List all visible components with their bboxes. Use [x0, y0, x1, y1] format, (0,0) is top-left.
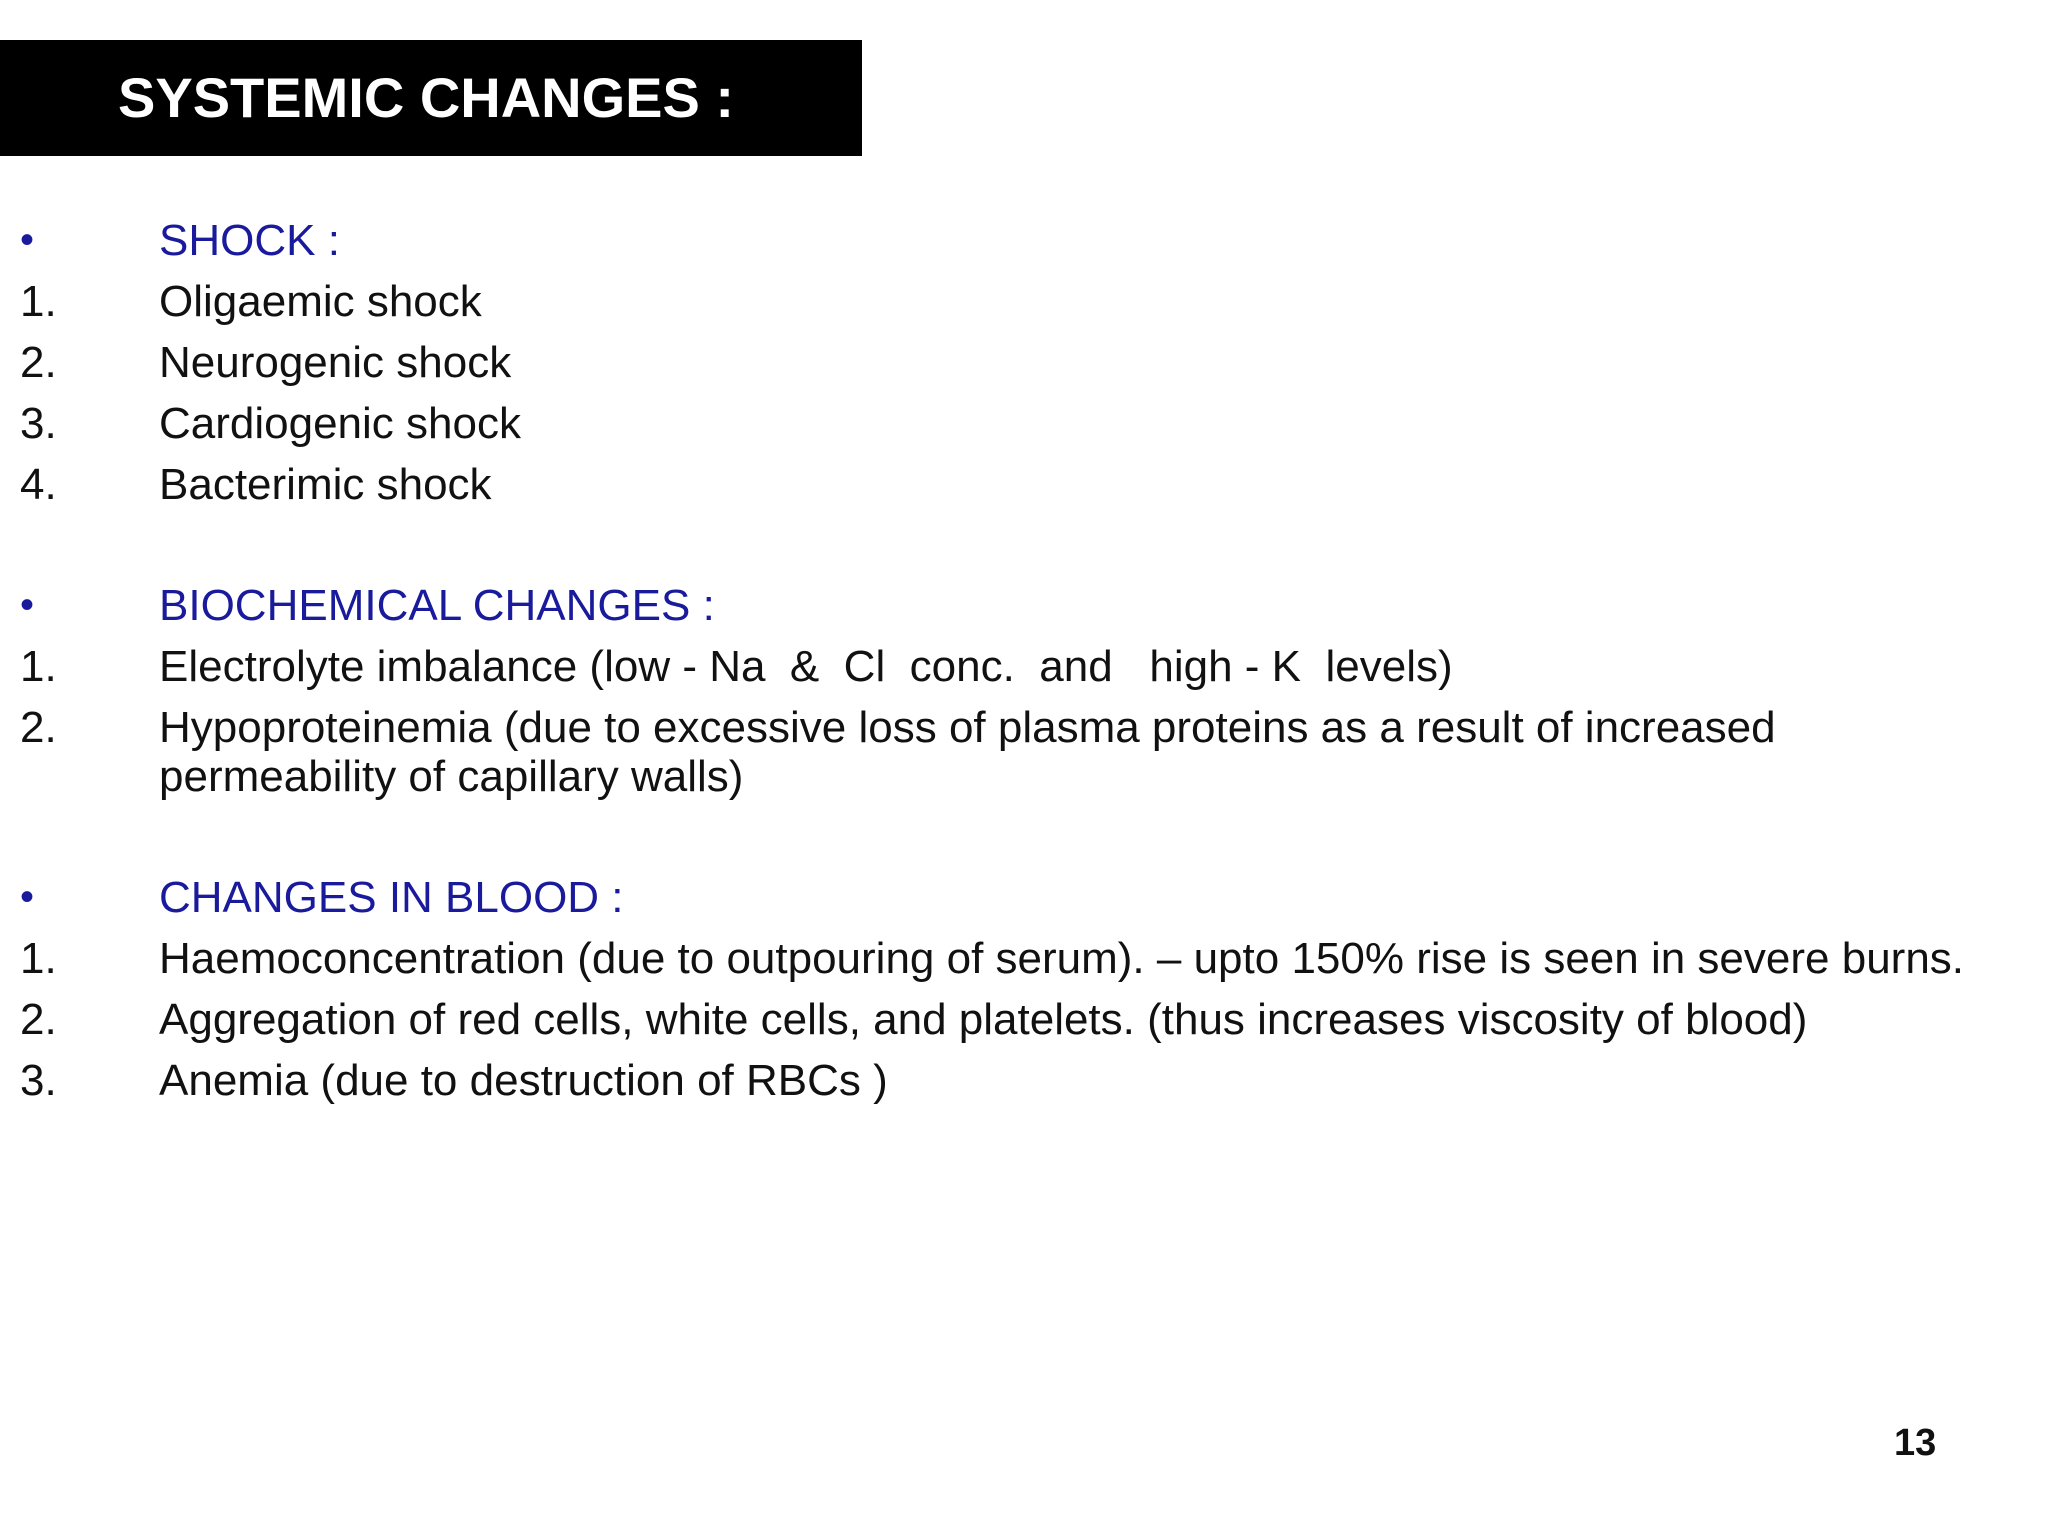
list-item-text: Electrolyte imbalance (low - Na & Cl conc. and high - K levels) [159, 642, 1453, 691]
list-item [0, 393, 2048, 454]
section-shock [0, 210, 2048, 515]
slide-content [0, 210, 2048, 1111]
section-heading-row [0, 210, 2048, 271]
list-item-text: Anemia (due to destruction of RBCs ) [159, 1056, 888, 1105]
list-item-text: Bacterimic shock [159, 460, 492, 509]
list-item-text: Cardiogenic shock [159, 399, 521, 448]
list-item-text: Neurogenic shock [159, 338, 512, 387]
list-item [0, 636, 2048, 697]
slide-title: SYSTEMIC CHANGES : [118, 66, 735, 129]
list-item-text: Oligaemic shock [159, 277, 482, 326]
section-heading: CHANGES IN BLOOD : [159, 873, 624, 922]
list-number: 2. [20, 703, 57, 752]
list-number: 1. [20, 642, 57, 691]
section-heading: SHOCK : [159, 216, 340, 265]
list-item [0, 332, 2048, 393]
list-item [0, 989, 2048, 1050]
list-item-text: Haemoconcentration (due to outpouring of serum). – upto 150% rise is seen in severe burns. [159, 934, 1965, 983]
list-item-text: Hypoproteinemia (due to excessive loss of plasma proteins as a result of increased permeability of capillary walls) [159, 703, 1776, 801]
list-item [0, 928, 2048, 989]
list-item-text: Aggregation of red cells, white cells, and platelets. (thus increases viscosity of blood) [159, 995, 1808, 1044]
section-heading: BIOCHEMICAL CHANGES : [159, 581, 715, 630]
list-number: 1. [20, 277, 57, 326]
list-number: 4. [20, 460, 57, 509]
list-item [0, 454, 2048, 515]
list-item [0, 271, 2048, 332]
list-number: 3. [20, 1056, 57, 1105]
page-number: 13 [1894, 1422, 1937, 1464]
list-number: 1. [20, 934, 57, 983]
list-number: 2. [20, 338, 57, 387]
section-changes-in-blood [0, 867, 2048, 1111]
list-number: 2. [20, 995, 57, 1044]
title-bar [0, 40, 862, 156]
list-item [0, 697, 2048, 807]
bullet-icon: • [20, 875, 35, 919]
section-heading-row [0, 575, 2048, 636]
bullet-icon: • [20, 218, 35, 262]
bullet-icon: • [20, 583, 35, 627]
section-heading-row [0, 867, 2048, 928]
list-item [0, 1050, 2048, 1111]
list-number: 3. [20, 399, 57, 448]
section-biochemical-changes [0, 575, 2048, 807]
